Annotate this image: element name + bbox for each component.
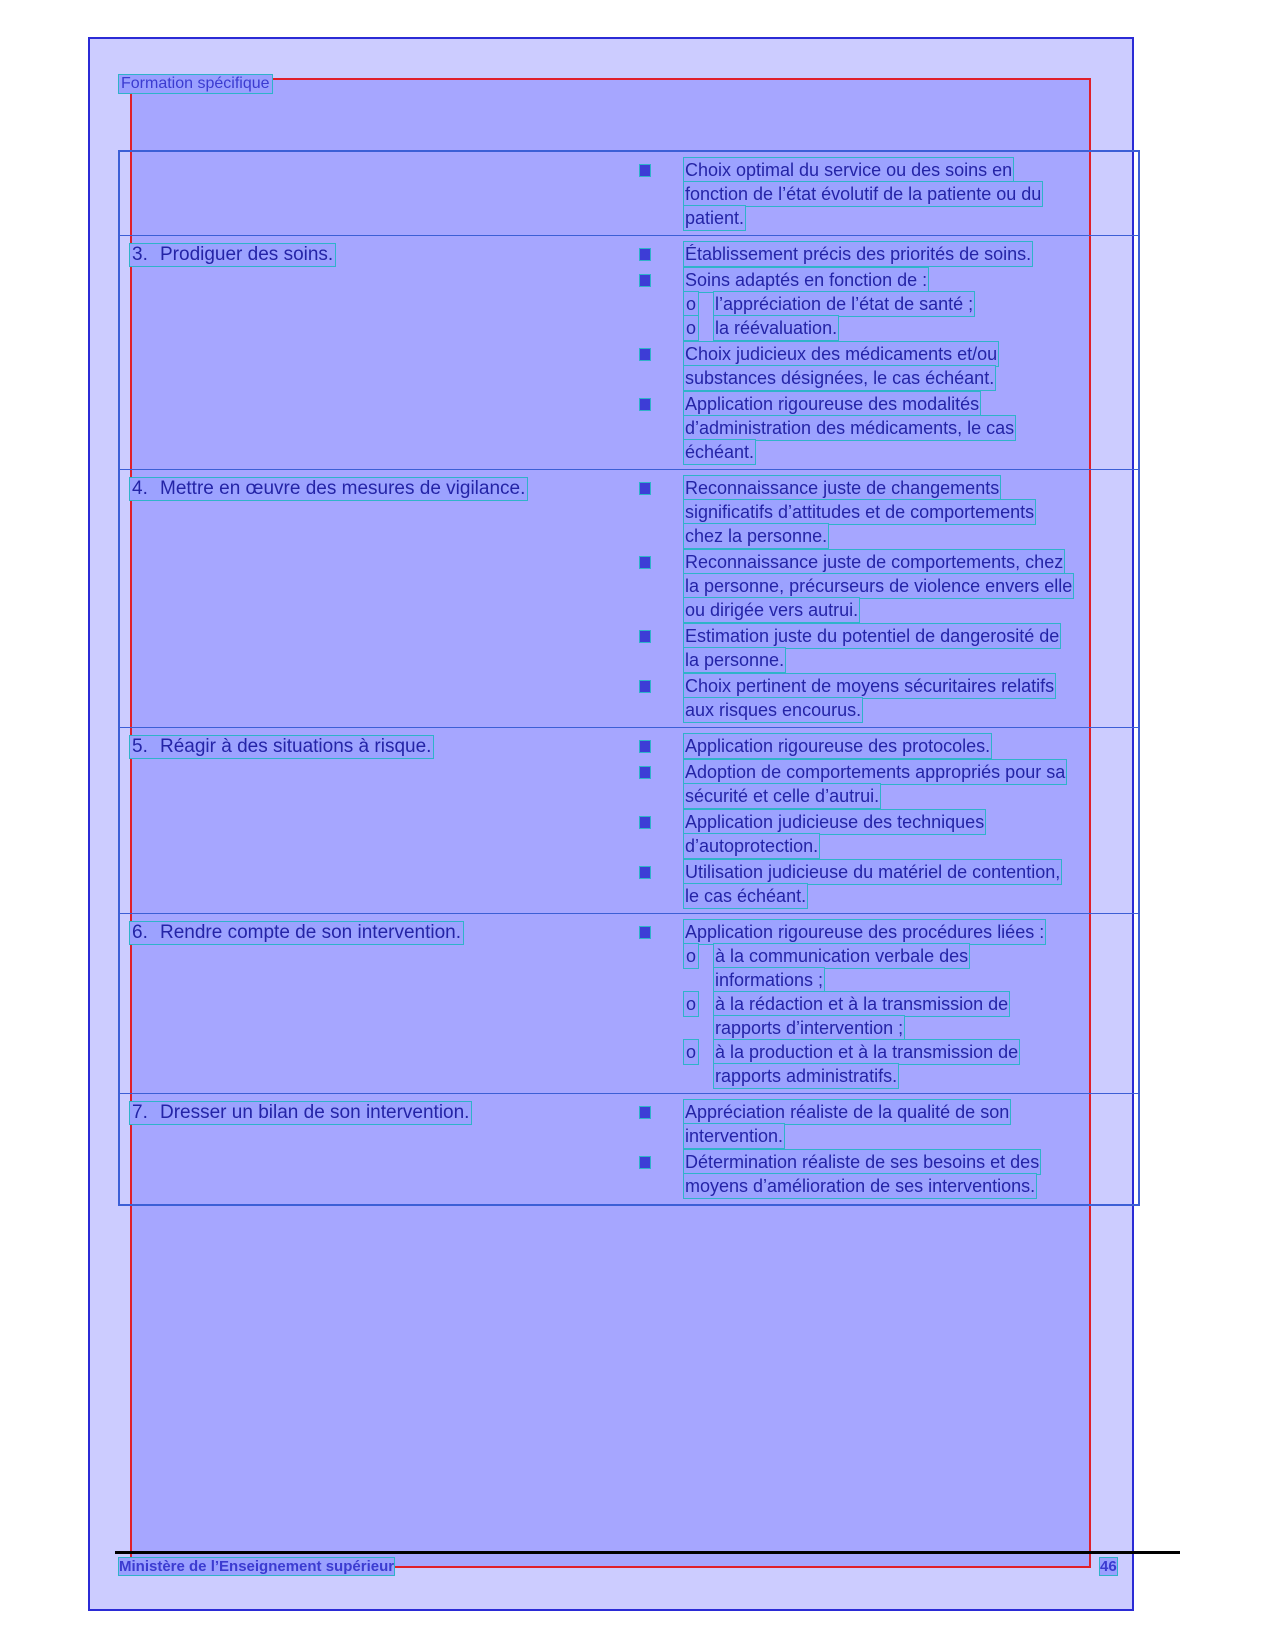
table-row — [120, 914, 1138, 1094]
criteria-list — [640, 242, 1240, 464]
list-item — [640, 944, 1240, 968]
criterion-text: Établissement précis des priorités de soins. — [685, 244, 1032, 264]
element-number: 7. — [132, 1102, 148, 1123]
criterion-text: ou dirigée vers autrui. — [685, 600, 859, 620]
competency-element — [130, 736, 433, 758]
sub-criterion-text: rapports administratifs. — [715, 1066, 898, 1086]
list-item — [640, 860, 1240, 884]
list-item — [640, 1150, 1240, 1174]
criterion-text: Choix judicieux des médicaments et/ou — [685, 344, 998, 364]
list-item — [640, 500, 1240, 524]
criteria-list — [640, 920, 1240, 1088]
criterion-text: Reconnaissance juste de changements — [685, 478, 1000, 498]
list-item — [640, 524, 1240, 548]
list-item — [640, 1174, 1240, 1198]
criterion-text: Adoption de comportements appropriés pour sa — [685, 762, 1066, 782]
list-item — [640, 416, 1240, 440]
criterion-text: la personne, précurseurs de violence envers elle — [685, 576, 1073, 596]
list-item — [640, 268, 1240, 292]
list-item — [640, 1016, 1240, 1040]
bullet-icon — [640, 275, 650, 286]
sub-criterion-text: à la production et à la transmission de — [715, 1042, 1019, 1062]
bullet-icon — [640, 681, 650, 692]
table-row — [120, 728, 1138, 914]
sub-criterion-text: à la rédaction et à la transmission de — [715, 994, 1009, 1014]
bullet-icon — [640, 249, 650, 260]
bullet-icon — [640, 631, 650, 642]
list-item — [640, 760, 1240, 784]
criterion-text: échéant. — [685, 442, 755, 462]
criterion-text: Application rigoureuse des protocoles. — [685, 736, 991, 756]
criterion-text: intervention. — [685, 1126, 784, 1146]
sub-criterion-text: l’appréciation de l’état de santé ; — [715, 294, 974, 314]
list-item — [640, 182, 1240, 206]
criterion-text: substances désignées, le cas échéant. — [685, 368, 995, 388]
criterion-text: significatifs d’attitudes et de comportements — [685, 502, 1035, 522]
list-item — [640, 1124, 1240, 1148]
list-item — [640, 392, 1240, 416]
list-item — [640, 366, 1240, 390]
criteria-table — [118, 150, 1140, 1206]
bullet-icon — [640, 867, 650, 878]
list-item — [640, 550, 1240, 574]
criterion-text: Appréciation réaliste de la qualité de son — [685, 1102, 1010, 1122]
footer-ministry: Ministère de l’Enseignement supérieur — [119, 1558, 395, 1575]
element-number: 5. — [132, 736, 148, 757]
bullet-icon — [640, 483, 650, 494]
bullet-icon — [640, 557, 650, 568]
sub-bullet-icon: o — [685, 318, 696, 338]
list-item — [640, 674, 1240, 698]
list-item — [640, 1064, 1240, 1088]
bullet-icon — [640, 927, 650, 938]
bullet-icon — [640, 349, 650, 360]
table-row — [120, 236, 1138, 470]
sub-bullet-icon: o — [685, 294, 696, 314]
bullet-icon — [640, 767, 650, 778]
criteria-list — [640, 158, 1240, 230]
element-number: 4. — [132, 478, 148, 499]
criterion-text: sécurité et celle d’autrui. — [685, 786, 880, 806]
list-item — [640, 648, 1240, 672]
list-item — [640, 342, 1240, 366]
criterion-text: Choix optimal du service ou des soins en — [685, 160, 1013, 180]
list-item — [640, 992, 1240, 1016]
criterion-text: Soins adaptés en fonction de : — [685, 270, 928, 290]
list-item — [640, 242, 1240, 266]
sub-bullet-icon: o — [685, 994, 696, 1014]
list-item — [640, 158, 1240, 182]
criterion-text: Choix pertinent de moyens sécuritaires relatifs — [685, 676, 1055, 696]
criterion-text: le cas échéant. — [685, 886, 807, 906]
list-item — [640, 784, 1240, 808]
bullet-icon — [640, 1157, 650, 1168]
bullet-icon — [640, 817, 650, 828]
bullet-icon — [640, 399, 650, 410]
criterion-text: fonction de l’état évolutif de la patiente ou du — [685, 184, 1042, 204]
criterion-text: aux risques encourus. — [685, 700, 862, 720]
sub-criterion-text: rapports d’intervention ; — [715, 1018, 904, 1038]
element-number: 3. — [132, 244, 148, 265]
list-item — [640, 884, 1240, 908]
criterion-text: Application rigoureuse des modalités — [685, 394, 980, 414]
competency-element — [130, 478, 527, 500]
criterion-text: Détermination réaliste de ses besoins et des — [685, 1152, 1040, 1172]
criterion-text: patient. — [685, 208, 745, 228]
criterion-text: Application judicieuse des techniques — [685, 812, 985, 832]
element-label: Prodiguer des soins. — [160, 244, 334, 265]
bullet-icon — [640, 1107, 650, 1118]
criteria-list — [640, 476, 1240, 722]
competency-element — [130, 1102, 471, 1124]
list-item — [640, 598, 1240, 622]
sub-criterion-text: à la communication verbale des — [715, 946, 969, 966]
list-item — [640, 698, 1240, 722]
list-item — [640, 624, 1240, 648]
element-label: Rendre compte de son intervention. — [160, 922, 462, 943]
list-item — [640, 440, 1240, 464]
bullet-icon — [640, 741, 650, 752]
sub-criterion-text: la réévaluation. — [715, 318, 838, 338]
sub-bullet-icon: o — [685, 946, 696, 966]
criterion-text: Estimation juste du potentiel de dangerosité de — [685, 626, 1060, 646]
list-item — [640, 316, 1240, 340]
element-label: Mettre en œuvre des mesures de vigilance. — [160, 478, 526, 499]
list-item — [640, 810, 1240, 834]
list-item — [640, 1100, 1240, 1124]
criteria-list — [640, 734, 1240, 908]
criterion-text: la personne. — [685, 650, 785, 670]
criterion-text: moyens d’amélioration de ses interventions. — [685, 1176, 1036, 1196]
element-label: Réagir à des situations à risque. — [160, 736, 432, 757]
list-item — [640, 920, 1240, 944]
criterion-text: Reconnaissance juste de comportements, chez — [685, 552, 1064, 572]
list-item — [640, 206, 1240, 230]
element-label: Dresser un bilan de son intervention. — [160, 1102, 470, 1123]
competency-element — [130, 922, 463, 944]
page-number: 46 — [1100, 1558, 1117, 1575]
list-item — [640, 834, 1240, 858]
list-item — [640, 292, 1240, 316]
sub-bullet-icon: o — [685, 1042, 696, 1062]
bullet-icon — [640, 165, 650, 176]
criterion-text: chez la personne. — [685, 526, 828, 546]
list-item — [640, 574, 1240, 598]
list-item — [640, 1040, 1240, 1064]
criterion-text: Application rigoureuse des procédures liées : — [685, 922, 1045, 942]
criterion-text: d’autoprotection. — [685, 836, 819, 856]
criterion-text: Utilisation judicieuse du matériel de contention, — [685, 862, 1061, 882]
criteria-list — [640, 1100, 1240, 1198]
competency-element — [130, 244, 335, 266]
sub-criterion-text: informations ; — [715, 970, 824, 990]
running-header: Formation spécifique — [121, 75, 270, 92]
list-item — [640, 734, 1240, 758]
element-number: 6. — [132, 922, 148, 943]
criterion-text: d’administration des médicaments, le cas — [685, 418, 1015, 438]
table-row — [120, 152, 1138, 236]
table-row — [120, 1094, 1138, 1204]
footer-rule — [115, 1551, 1180, 1554]
list-item — [640, 968, 1240, 992]
list-item — [640, 476, 1240, 500]
table-row — [120, 470, 1138, 728]
